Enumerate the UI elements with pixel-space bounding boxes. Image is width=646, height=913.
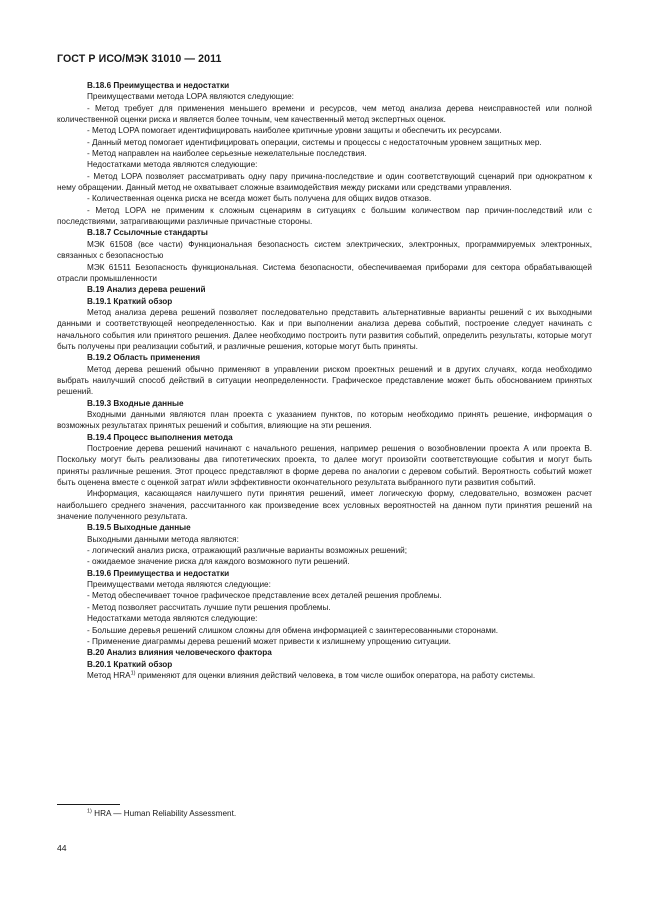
paragraph: - Метод требует для применения меньшего времени и ресурсов, чем метод анализа дерева неисправностей или полной количественной оценки риска и является более точным, чем качественный метод экспертных оценок. <box>57 103 592 125</box>
page-header-standard-title: ГОСТ Р ИСО/МЭК 31010 — 2011 <box>57 53 222 65</box>
paragraph: - логический анализ риска, отражающий различные варианты возможных решений; <box>87 546 407 556</box>
section-heading: В.19.1 Краткий обзор <box>87 296 173 306</box>
section-heading: В.19.3 Входные данные <box>87 398 184 408</box>
paragraph: - Количественная оценка риска не всегда может быть получена для общих видов отказов. <box>87 194 432 204</box>
paragraph: - Метод LOPA помогает идентифицировать наиболее критичные уровни защиты и обеспечить их ресурсами. <box>87 126 502 136</box>
footnote-text: HRA — Human Reliability Assessment. <box>91 809 237 818</box>
hra-text-start: Метод HRA <box>87 670 131 680</box>
paragraph: Недостатками метода являются следующие: <box>87 160 258 170</box>
section-heading: В.18.7 Ссылочные стандарты <box>87 228 208 238</box>
paragraph: Недостатками метода являются следующие: <box>87 614 258 624</box>
section-heading: В.20 Анализ влияния человеческого фактора <box>87 648 272 658</box>
paragraph: - Применение диаграммы дерева решений может привести к излишнему упрощению ситуации. <box>87 636 451 646</box>
section-heading: В.19.5 Выходные данные <box>87 523 191 533</box>
paragraph: Метод анализа дерева решений позволяет последовательно представить альтернативные варианты решений с их выходными данными и соответствующей неопределенностью. Как и при выполнении анализа дерева событий, построение следует начинать с начального события или принятого решения. Далее необходимо построить пути развития событий, определить результаты, которые могут быть получены при реализации событий, и различные решения, которые могут быть приняты. <box>57 307 592 351</box>
section-heading: В.19.6 Преимущества и недостатки <box>87 568 230 578</box>
paragraph-hra <box>57 670 592 681</box>
paragraph: Метод дерева решений обычно применяют в управлении риском проектных решений и в других случаях, когда необходимо выбрать наилучший способ действий в ситуации неопределенности. Графическое представление может быть обоснованием принятых решений. <box>57 364 592 397</box>
section-heading: В.19.2 Область применения <box>87 353 201 363</box>
footnote-reference[interactable]: 1) <box>130 670 136 677</box>
section-heading: В.20.1 Краткий обзор <box>87 659 173 669</box>
paragraph: Построение дерева решений начинают с начального решения, например решения о возобновлении проекта А или проекта В. Поскольку могут быть реализованы два гипотетических проекта, то далее могут произойти соответствующие события и могут быть приняты различные решения. Этот процесс представляют в форме дерева по аналогии с деревом событий. Вероятность событий может быть оценена вместе с оценкой затрат и/или эффективности окончательного результата выбранного пути развития событий. <box>57 444 592 488</box>
paragraph: - Большие деревья решений слишком сложны для обмена информацией с заинтересованными сторонами. <box>87 625 499 635</box>
hra-text-end: применяют для оценки влияния действий человека, в том числе ошибок оператора, на работу системы. <box>135 670 536 680</box>
section-heading: В.19 Анализ дерева решений <box>87 285 206 295</box>
footnote-separator <box>57 804 120 805</box>
paragraph: - Метод обеспечивает точное графическое представление всех деталей решения проблемы. <box>87 591 442 601</box>
section-heading: В.19.4 Процесс выполнения метода <box>87 432 233 442</box>
document-body <box>57 80 592 681</box>
paragraph: Выходными данными метода являются: <box>87 534 239 544</box>
paragraph: МЭК 61508 (все части) Функциональная безопасность систем электрических, электронных, программируемых электронных, связанных с безопасностью <box>57 239 592 261</box>
paragraph: - Метод направлен на наиболее серьезные нежелательные последствия. <box>87 149 367 159</box>
paragraph: Преимуществами метода являются следующие: <box>87 580 271 590</box>
paragraph: - ожидаемое значение риска для каждого возможного пути решений. <box>87 557 350 567</box>
page-number: 44 <box>57 843 67 853</box>
footnote <box>87 809 236 818</box>
paragraph: Преимуществами метода LOPA являются следующие: <box>87 92 294 102</box>
paragraph: Информация, касающаяся наилучшего пути принятия решений, имеет логическую форму, следовательно, возможен расчет наибольшего среднего значения, рассчитанного как произведение всех условных вероятностей на данном пути принятия решений на значение полученного результата. <box>57 489 592 522</box>
paragraph: - Метод позволяет рассчитать лучшие пути решения проблемы. <box>87 602 331 612</box>
paragraph: Входными данными являются план проекта с указанием пунктов, по которым необходимо принять решение, информация о возможных результатах принятых решений и события, влияющие на эти решения. <box>57 409 592 431</box>
paragraph: - Метод LOPA не применим к сложным сценариям в ситуациях с большим количеством пар причин-последствий или с последствиями, затрагивающими различные причастные стороны. <box>57 205 592 227</box>
paragraph: МЭК 61511 Безопасность функциональная. Система безопасности, обеспечиваемая приборами для сектора обрабатывающей отрасли промышленности <box>57 262 592 283</box>
paragraph: - Метод LOPA позволяет рассматривать одну пару причина-последствие и один соответствующий сценарий при однократном к нему обращении. Данный метод не охватывает сложные взаимодействия между рисками или средствами управления. <box>57 171 592 193</box>
section-heading: В.18.6 Преимущества и недостатки <box>87 81 230 90</box>
footnote-mark: 1) <box>87 808 92 815</box>
paragraph: - Данный метод помогает идентифицировать операции, системы и процессы с недостаточным уровнем защитных мер. <box>87 137 542 147</box>
